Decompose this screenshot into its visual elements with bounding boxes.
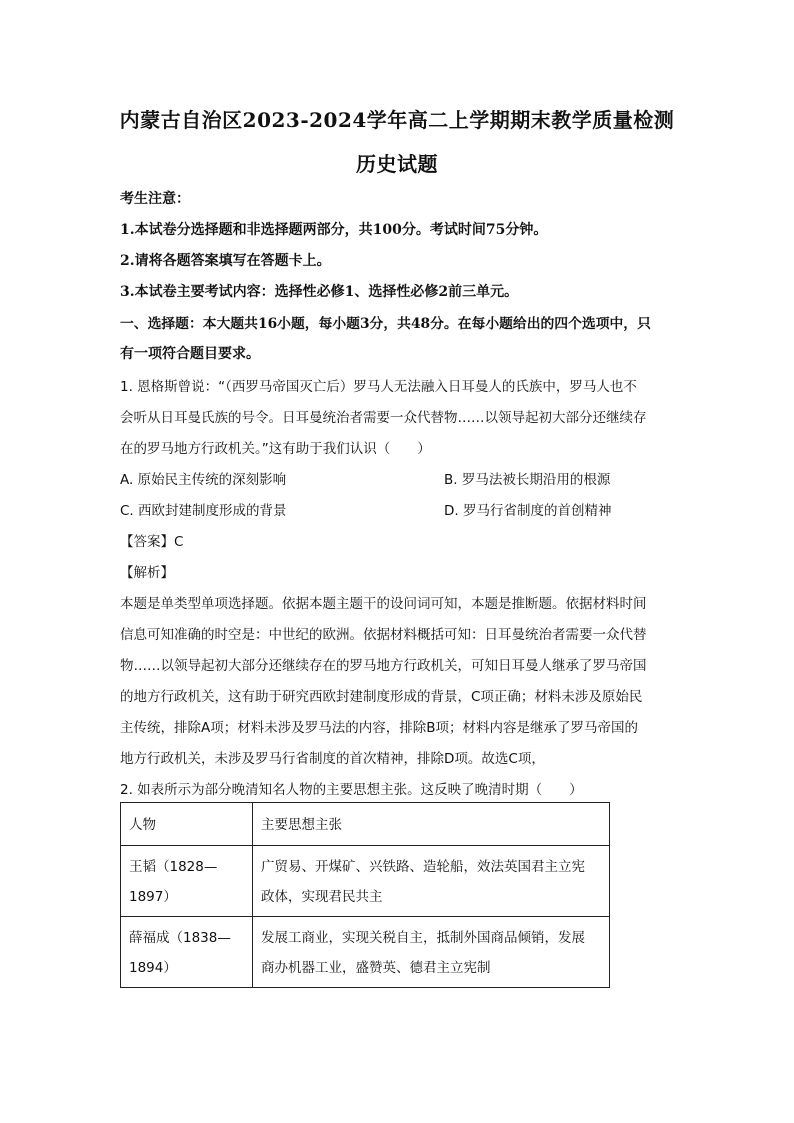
- q1-stem-line-1: 1. 恩格斯曾说：“（西罗马帝国灭亡后）罗马人无法融入日耳曼人的氏族中，罗马人也不: [120, 379, 637, 395]
- q1-option-b: B. 罗马法被长期沿用的根源: [444, 472, 611, 488]
- table-row: [121, 917, 610, 988]
- q1-analysis-line-6: 地方行政机关，未涉及罗马行省制度的首次精神，排除D项。故选C项，: [120, 751, 545, 767]
- exam-subtitle: 历史试题: [356, 152, 438, 176]
- person-name: 王韬（1828—: [129, 859, 218, 875]
- thinkers-table: [120, 802, 610, 988]
- person-name: 薛福成（1838—: [129, 930, 231, 946]
- table-header-person: 人物: [121, 803, 253, 846]
- idea-line: 发展工商业，实现关税自主，抵制外国商品倾销，发展: [261, 930, 585, 946]
- table-cell-idea: [253, 917, 610, 988]
- q1-analysis-line-3: 物……以领导起初大部分还继续存在的罗马地方行政机关，可知日耳曼人继承了罗马帝国: [120, 658, 647, 674]
- note-item-3: 3.本试卷主要考试内容：选择性必修1、选择性必修2前三单元。: [120, 284, 519, 300]
- notes-heading: 考生注意：: [120, 191, 190, 207]
- q2-stem: 2. 如表所示为部分晚清知名人物的主要思想主张。这反映了晚清时期（ ）: [120, 782, 583, 798]
- idea-line: 商办机器工业，盛赞英、德君主立宪制: [261, 960, 491, 976]
- note-item-2: 2.请将各题答案填写在答题卡上。: [120, 253, 331, 269]
- table-header-idea: 主要思想主张: [253, 803, 610, 846]
- idea-line: 广贸易、开煤矿、兴铁路、造轮船，效法英国君主立宪: [261, 859, 585, 875]
- q1-analysis-line-1: 本题是单类型单项选择题。依据本题主题干的设问词可知，本题是推断题。依据材料时间: [120, 596, 647, 612]
- exam-title: 内蒙古自治区2023-2024学年高二上学期期末教学质量检测: [119, 108, 675, 132]
- note-item-1: 1.本试卷分选择题和非选择题两部分，共100分。考试时间75分钟。: [120, 222, 548, 238]
- q1-stem-line-2: 会听从日耳曼氏族的号令。日耳曼统治者需要一众代替物……以领导起初大部分还继续存: [120, 410, 647, 426]
- q1-analysis-line-5: 主传统，排除A项；材料未涉及罗马法的内容，排除B项；材料内容是继承了罗马帝国的: [120, 720, 638, 736]
- q1-stem-line-3: 在的罗马地方行政机关。”这有助于我们认识（ ）: [120, 441, 431, 457]
- table-header-row: [121, 803, 610, 846]
- q1-analysis-line-4: 的地方行政机关，这有助于研究西欧封建制度形成的背景，C项正确；材料未涉及原始民: [120, 689, 643, 705]
- idea-line: 政体，实现君民共主: [261, 889, 383, 905]
- q1-answer: 【答案】C: [120, 534, 184, 550]
- q1-option-c: C. 西欧封建制度形成的背景: [120, 503, 287, 519]
- table-cell-person: [121, 917, 253, 988]
- person-years: 1894）: [129, 960, 177, 976]
- q1-option-a: A. 原始民主传统的深刻影响: [120, 472, 287, 488]
- q1-analysis-label: 【解析】: [120, 565, 174, 581]
- q1-analysis-line-2: 信息可知准确的时空是：中世纪的欧洲。依据材料概括可知：日耳曼统治者需要一众代替: [120, 627, 647, 643]
- section-heading-line-1: 一、选择题：本大题共16小题，每小题3分，共48分。在每小题给出的四个选项中，只: [120, 316, 651, 332]
- section-heading-line-2: 有一项符合题目要求。: [120, 346, 260, 362]
- table-row: [121, 846, 610, 917]
- table-cell-person: [121, 846, 253, 917]
- table-cell-idea: [253, 846, 610, 917]
- person-years: 1897）: [129, 889, 177, 905]
- q1-option-d: D. 罗马行省制度的首创精神: [444, 503, 612, 519]
